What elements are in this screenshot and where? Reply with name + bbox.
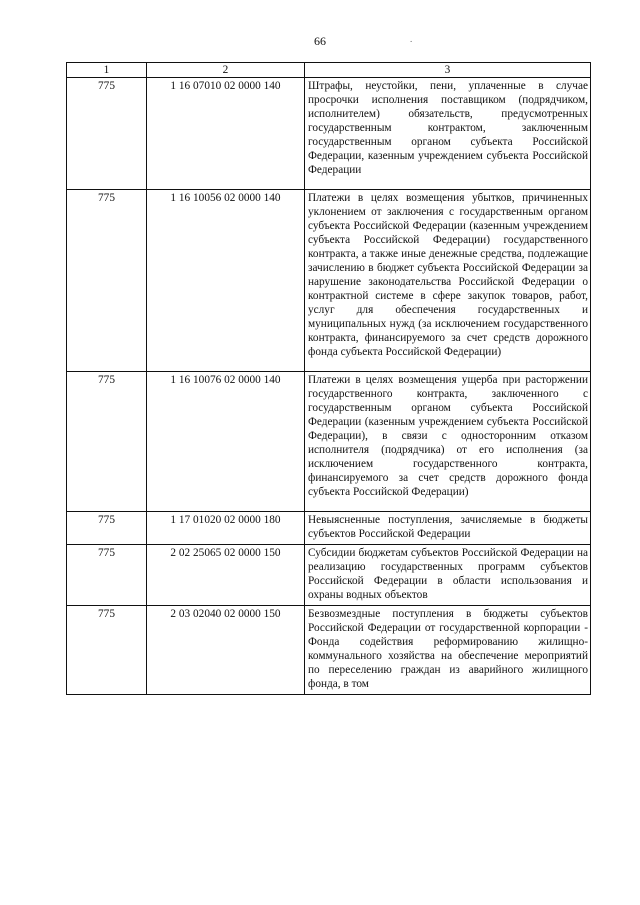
- page-number: 66: [314, 34, 326, 48]
- description-cell: [305, 512, 591, 545]
- revenue-codes-table: [66, 62, 591, 695]
- kbk-code-cell: 1 16 07010 02 0000 140: [147, 78, 305, 190]
- kbk-code-cell: 2 03 02040 02 0000 150: [147, 606, 305, 695]
- description-text: Субсидии бюджетам субъектов Российской Федерации на реализацию государственных программ субъектов Российской Федерации в области использования и охраны водных объектов: [308, 547, 588, 601]
- table-row: [67, 78, 591, 190]
- table-row: [67, 190, 591, 372]
- description-cell: [305, 545, 591, 606]
- description-text: Штрафы, неустойки, пени, уплаченные в случае просрочки исполнения поставщиком (подрядчиком, исполнителем) обязательств, предусмотренных государственным контрактом, заключенным государственным органом субъекта Российской Федерации, казенным учреждением субъекта Российской Федерации: [308, 80, 588, 176]
- description-text: Безвозмездные поступления в бюджеты субъектов Российской Федерации от государственной корпорации - Фонда содействия реформированию жилищно-коммунального хозяйства на обеспечение мероприятий по переселению граждан из аварийного жилищного фонда, в том: [308, 608, 588, 690]
- description-text: Невыясненные поступления, зачисляемые в бюджеты субъектов Российской Федерации: [308, 514, 588, 540]
- admin-code-cell: 775: [67, 78, 147, 190]
- table-row: [67, 512, 591, 545]
- kbk-code-cell: 2 02 25065 02 0000 150: [147, 545, 305, 606]
- admin-code-cell: 775: [67, 545, 147, 606]
- description-cell: [305, 78, 591, 190]
- description-cell: [305, 372, 591, 512]
- description-text: Платежи в целях возмещения убытков, причиненных уклонением от заключения с государственным органом субъекта Российской Федерации (казенным учреждением субъекта Российской Федерации) государственного контракта, а также иные денежные средства, подлежащие зачислению в бюджет субъекта Российской Федерации за нарушение законодательства Российской Федерации о контрактной системе в сфере закупок товаров, работ, услуг для обеспечения государственных и муниципальных нужд (за исключением государственного контракта, финансируемого за счет средств дорожного фонда субъекта Российской Федерации): [308, 192, 588, 358]
- kbk-code-cell: 1 16 10056 02 0000 140: [147, 190, 305, 372]
- column-header: 2: [147, 63, 305, 78]
- description-text: Платежи в целях возмещения ущерба при расторжении государственного контракта, заключенного с государственным органом субъекта Российской Федерации (казенным учреждением субъекта Российской Федерации), в связи с односторонним отказом исполнителя (подрядчика) от его исполнения (за исключением государственного контракта, финансируемого за счет средств дорожного фонда субъекта Российской Федерации): [308, 374, 588, 498]
- column-header: 3: [305, 63, 591, 78]
- admin-code-cell: 775: [67, 190, 147, 372]
- table-row: [67, 606, 591, 695]
- description-cell: [305, 190, 591, 372]
- admin-code-cell: 775: [67, 372, 147, 512]
- admin-code-cell: 775: [67, 512, 147, 545]
- admin-code-cell: 775: [67, 606, 147, 695]
- table-row: [67, 545, 591, 606]
- kbk-code-cell: 1 16 10076 02 0000 140: [147, 372, 305, 512]
- kbk-code-cell: 1 17 01020 02 0000 180: [147, 512, 305, 545]
- page-mark: .: [410, 34, 413, 44]
- column-header: 1: [67, 63, 147, 78]
- table-row: [67, 372, 591, 512]
- description-cell: [305, 606, 591, 695]
- table-header-row: [67, 63, 591, 78]
